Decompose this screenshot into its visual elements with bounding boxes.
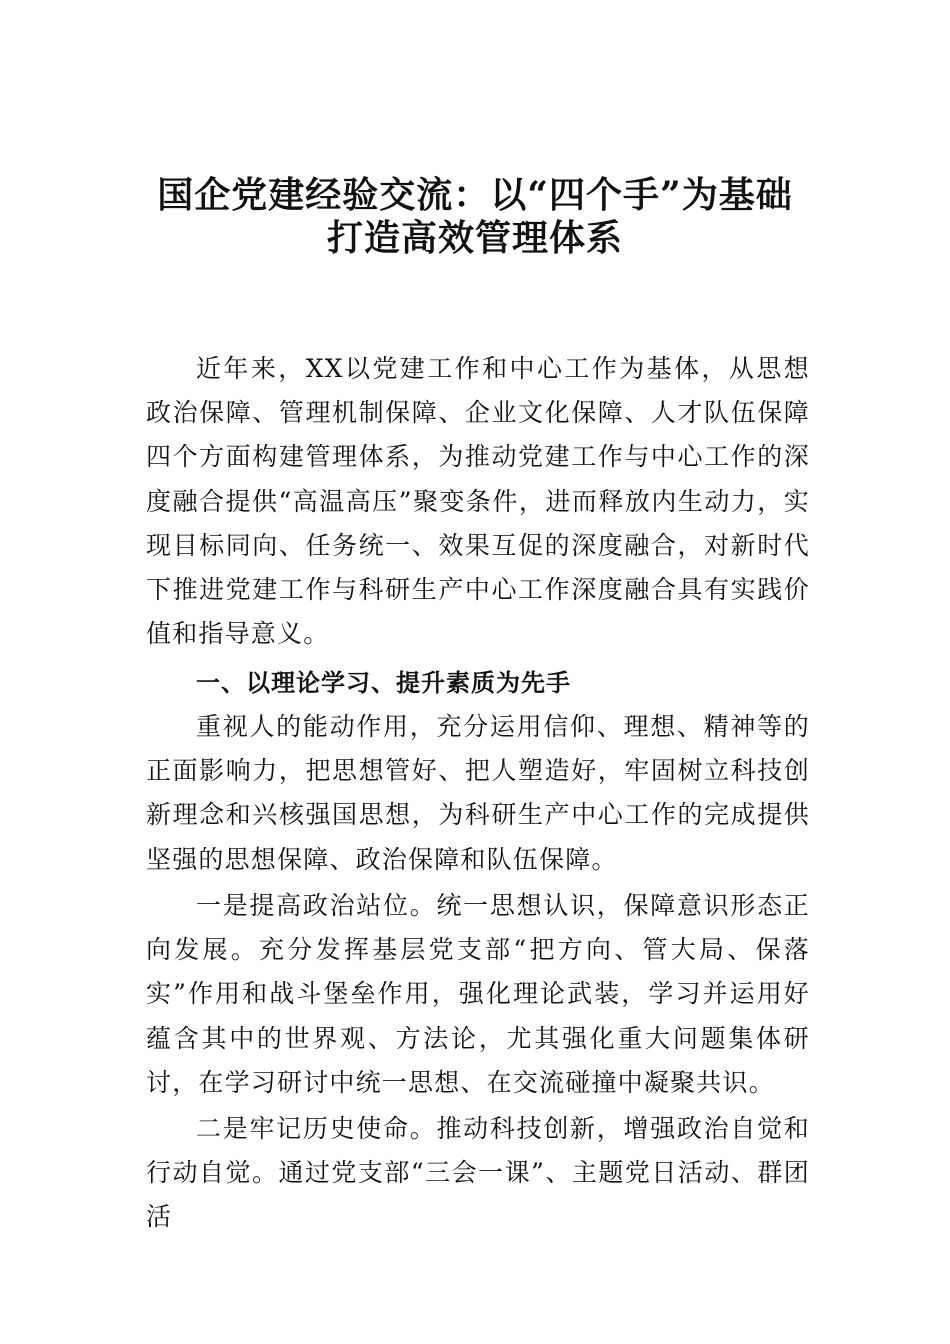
point-one-paragraph: 一是提高政治站位。统一思想认识，保障意识形态正向发展。充分发挥基层党支部“把方向、管大局、保落实”作用和战斗堡垒作用，强化理论武装，学习并运用好蕴含其中的世界观、方法论，尤其强化重大问题集体研讨，在学习研讨中统一思想、在交流碰撞中凝聚共识。 [146, 891, 810, 1097]
section-heading: 一、以理论学习、提升素质为先手 [196, 669, 571, 697]
point-two-paragraph: 二是牢记历史使命。推动科技创新，增强政治自觉和行动自觉。通过党支部“三会一课”、主题党日活动、群团活 [146, 1114, 810, 1232]
document-title-line-1: 国企党建经验交流：以“四个手”为基础 [157, 174, 793, 216]
intro-paragraph: 近年来，XX以党建工作和中心工作为基体，从思想政治保障、管理机制保障、企业文化保障、人才队伍保障四个方面构建管理体系，为推动党建工作与中心工作的深度融合提供“高温高压”聚变条件，进而释放内生动力，实现目标同向、任务统一、效果互促的深度融合，对新时代下推进党建工作与科研生产中心工作深度融合具有实践价值和指导意义。 [146, 354, 810, 649]
document-title-line-2: 打造高效管理体系 [326, 217, 623, 259]
section-paragraph: 重视人的能动作用，充分运用信仰、理想、精神等的正面影响力，把思想管好、把人塑造好，牢固树立科技创新理念和兴核强国思想，为科研生产中心工作的完成提供坚强的思想保障、政治保障和队伍保障。 [146, 712, 810, 874]
